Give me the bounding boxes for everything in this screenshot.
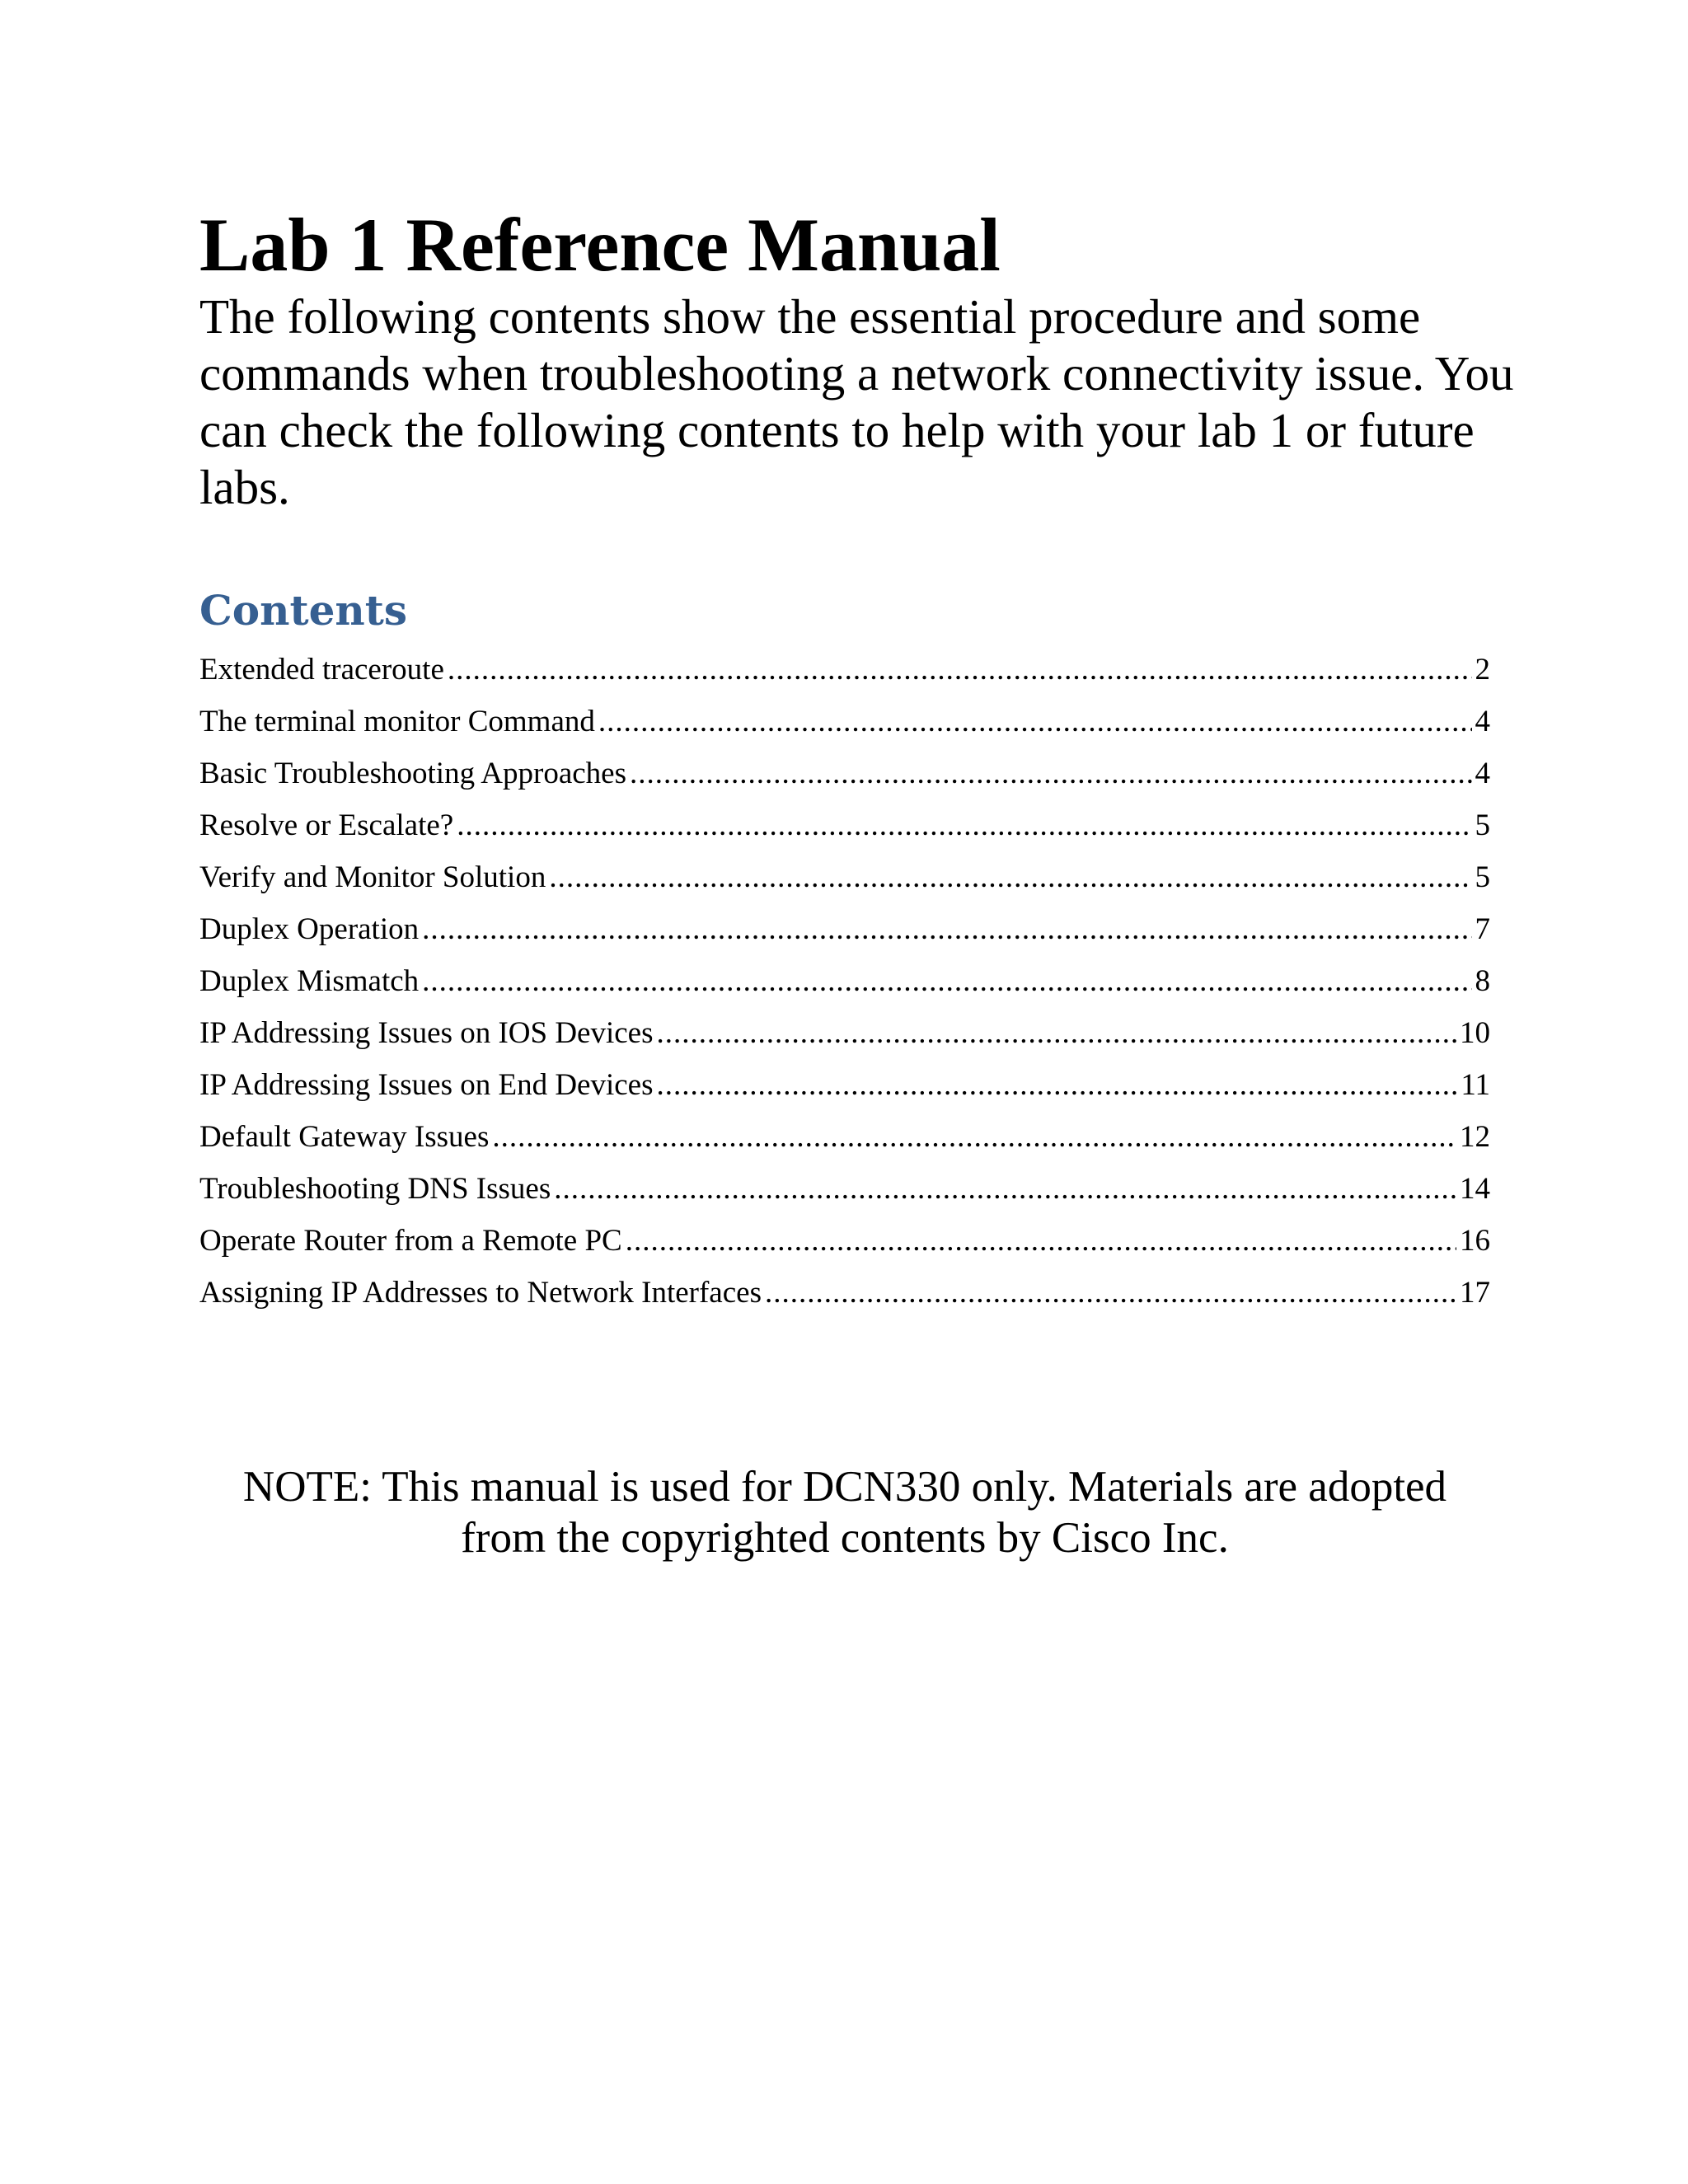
toc-dot-leader [554, 1163, 1456, 1215]
toc-entry-duplex-mismatch[interactable] [199, 955, 1490, 1007]
toc-dot-leader [765, 1267, 1456, 1319]
toc-dot-leader [657, 1007, 1456, 1059]
toc-entry-label: Operate Router from a Remote PC [199, 1224, 622, 1258]
toc-page-number: 4 [1475, 757, 1490, 790]
toc-page-number: 16 [1460, 1224, 1490, 1258]
toc-entry-label: IP Addressing Issues on End Devices [199, 1068, 654, 1102]
toc-entry-terminal-monitor[interactable] [199, 696, 1490, 748]
toc-entry-basic-troubleshooting[interactable] [199, 748, 1490, 799]
toc-entry-label: Basic Troubleshooting Approaches [199, 757, 626, 790]
toc-page-number: 17 [1460, 1276, 1490, 1310]
toc-entry-extended-traceroute[interactable] [199, 644, 1490, 696]
toc-entry-label: Verify and Monitor Solution [199, 860, 546, 894]
toc-dot-leader [448, 644, 1472, 696]
toc-entry-duplex-operation[interactable] [199, 903, 1490, 955]
toc-dot-leader [656, 1059, 1457, 1111]
toc-page-number: 5 [1475, 860, 1490, 894]
toc-dot-leader [422, 955, 1471, 1007]
toc-entry-label: Default Gateway Issues [199, 1120, 490, 1154]
toc-entry-label: Troubleshooting DNS Issues [199, 1172, 551, 1206]
toc-dot-leader [598, 696, 1472, 748]
toc-page-number: 11 [1461, 1068, 1490, 1102]
toc-entry-verify-monitor[interactable] [199, 851, 1490, 903]
toc-dot-leader [549, 851, 1471, 903]
page-title: Lab 1 Reference Manual [199, 203, 1001, 287]
toc-entry-ip-end-devices[interactable] [199, 1059, 1490, 1111]
toc-dot-leader [626, 1215, 1456, 1267]
toc-entry-default-gateway[interactable] [199, 1111, 1490, 1163]
toc-dot-leader [492, 1111, 1456, 1163]
toc-entry-remote-pc[interactable] [199, 1215, 1490, 1267]
toc-dot-leader [630, 748, 1472, 799]
toc-entry-label: Assigning IP Addresses to Network Interfaces [199, 1276, 762, 1310]
toc-page-number: 10 [1460, 1016, 1490, 1050]
intro-paragraph: The following contents show the essential procedure and some commands when troubleshooting a network connectivity issue. You can check the following contents to help with your lab 1 or future labs. [199, 289, 1514, 514]
toc-dot-leader [457, 799, 1471, 851]
toc-entry-label: Duplex Mismatch [199, 964, 420, 998]
copyright-note [199, 1461, 1490, 1563]
toc-page-number: 2 [1475, 653, 1490, 687]
note-line-2: from the copyrighted contents by Cisco Inc. [461, 1514, 1229, 1562]
toc-entry-resolve-escalate[interactable] [199, 799, 1490, 851]
table-of-contents [199, 644, 1490, 1319]
toc-entry-assigning-ip[interactable] [199, 1267, 1490, 1319]
toc-page-number: 4 [1475, 705, 1490, 738]
toc-page-number: 7 [1475, 912, 1490, 946]
toc-entry-label: Duplex Operation [199, 912, 420, 946]
toc-entry-ip-ios-devices[interactable] [199, 1007, 1490, 1059]
contents-heading: Contents [199, 586, 408, 635]
toc-dot-leader [422, 903, 1471, 955]
toc-page-number: 12 [1460, 1120, 1490, 1154]
toc-page-number: 8 [1475, 964, 1490, 998]
toc-entry-label: Resolve or Escalate? [199, 808, 454, 842]
toc-entry-label: IP Addressing Issues on IOS Devices [199, 1016, 654, 1050]
toc-entry-label: The terminal monitor Command [199, 705, 595, 738]
note-line-1: NOTE: This manual is used for DCN330 only. Materials are adopted [242, 1463, 1447, 1511]
toc-entry-dns-issues[interactable] [199, 1163, 1490, 1215]
toc-page-number: 14 [1460, 1172, 1490, 1206]
toc-entry-label: Extended traceroute [199, 653, 444, 687]
toc-page-number: 5 [1475, 808, 1490, 842]
